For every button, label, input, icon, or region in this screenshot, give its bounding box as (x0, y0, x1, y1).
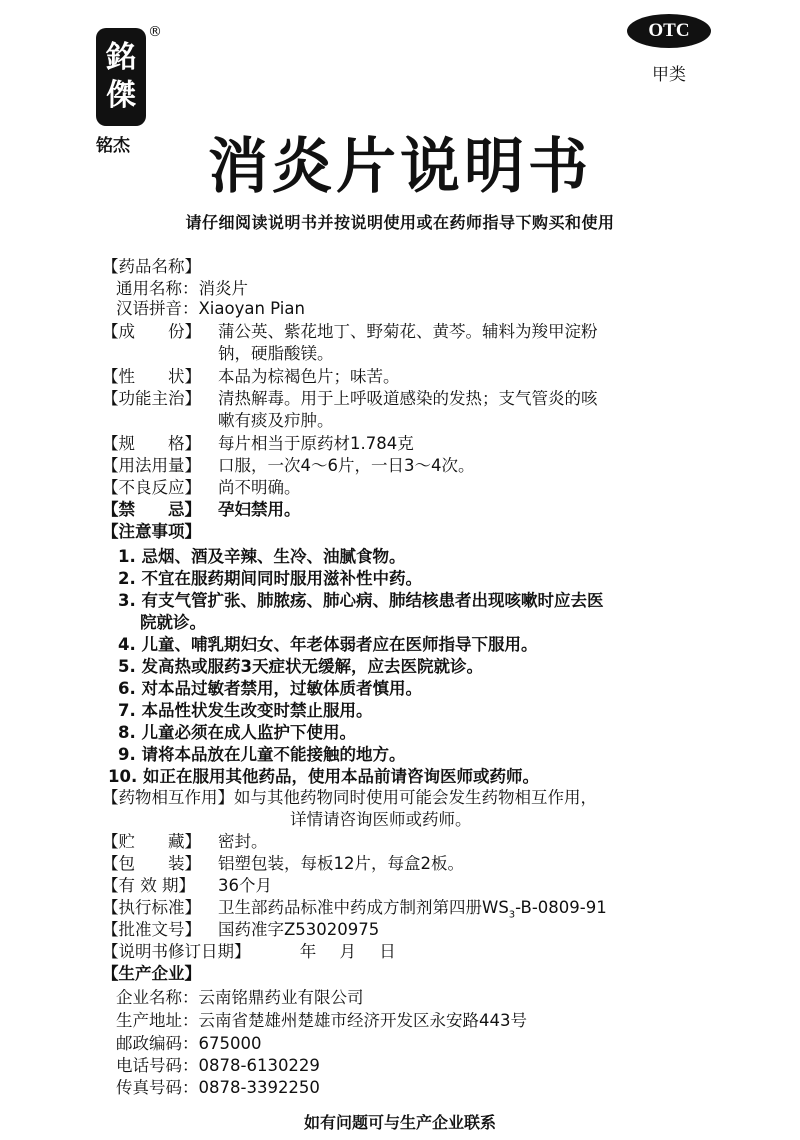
storage-label: 【贮 藏】 (102, 832, 201, 851)
package-row (102, 853, 464, 875)
precaution-item: 9. 请将本品放在儿童不能接触的地方。 (118, 745, 406, 764)
address-row (116, 1010, 527, 1032)
logo-glyph-top: 銘 (106, 40, 136, 75)
specification-label: 【规 格】 (102, 434, 201, 453)
precaution-item: 3. 有支气管扩张、肺脓疡、肺心病、肺结核患者出现咳嗽时应去医 (118, 591, 604, 610)
manufacturer-label: 【生产企业】 (102, 964, 201, 983)
ingredients-row (102, 321, 598, 343)
contraindications-row (102, 499, 301, 521)
ingredients-line2: 钠，硬脂酸镁。 (218, 344, 334, 363)
appearance-value: 本品为棕褐色片；味苦。 (218, 367, 400, 386)
standard-value-code: -B-0809-91 (515, 898, 607, 917)
fax-value: 0878-3392250 (198, 1078, 320, 1097)
company-label: 企业名称： (116, 988, 199, 1007)
indications-line2: 嗽有痰及疖肿。 (218, 411, 334, 430)
appearance-label: 【性 状】 (102, 367, 201, 386)
precautions-label: 【注意事项】 (102, 522, 201, 541)
postcode-value: 675000 (198, 1034, 262, 1053)
standard-value-sub: 3 (508, 909, 516, 921)
adverse-value: 尚不明确。 (218, 478, 301, 497)
precaution-item: 8. 儿童必须在成人监护下使用。 (118, 723, 356, 742)
revision-row (102, 941, 396, 963)
pinyin-label: 汉语拼音： (116, 299, 199, 318)
dosage-value: 口服，一次4～6片，一日3～4次。 (218, 456, 475, 475)
appearance-row (102, 366, 400, 388)
contraindications-label: 【禁 忌】 (102, 500, 201, 519)
package-label: 【包 装】 (102, 854, 201, 873)
validity-label: 【有 效 期】 (102, 876, 195, 895)
otc-category: 甲类 (652, 65, 686, 85)
fax-row (116, 1077, 320, 1099)
approval-row (102, 919, 379, 941)
adverse-row (102, 477, 301, 499)
company-value: 云南铭鼎药业有限公司 (198, 988, 364, 1007)
interactions-line1: 如与其他药物同时使用可能会发生药物相互作用， (234, 788, 597, 807)
footer-note: 如有问题可与生产企业联系 (303, 1113, 496, 1132)
common-name-value: 消炎片 (198, 279, 248, 298)
interactions-label: 【药物相互作用】 (102, 788, 234, 807)
package-value: 铝塑包装，每板12片，每盒2板。 (218, 854, 464, 873)
interactions-row (102, 787, 597, 809)
pinyin-value: Xiaoyan Pian (198, 299, 305, 318)
precaution-item: 2. 不宜在服药期间同时服用滋补性中药。 (118, 569, 422, 588)
address-value: 云南省楚雄州楚雄市经济开发区永安路443号 (198, 1011, 527, 1030)
storage-row (102, 831, 268, 853)
precaution-item: 6. 对本品过敏者禁用，过敏体质者慎用。 (118, 679, 422, 698)
precaution-item: 5. 发高热或服药3天症状无缓解，应去医院就诊。 (118, 657, 483, 676)
ingredients-line1: 蒲公英、紫花地丁、野菊花、黄芩。辅料为羧甲淀粉 (218, 322, 598, 341)
postcode-label: 邮政编码： (116, 1034, 199, 1053)
common-name-row (116, 278, 248, 300)
company-row (116, 987, 364, 1009)
pinyin-row (116, 298, 305, 320)
contraindications-value: 孕妇禁用。 (218, 500, 301, 519)
standard-value-main: 卫生部药品标准中药成方制剂第四册WS (218, 898, 509, 917)
drug-name-heading (102, 256, 201, 278)
manufacturer-heading (102, 963, 201, 985)
phone-value: 0878-6130229 (198, 1056, 320, 1075)
page-title: 消炎片说明书 (208, 132, 592, 202)
registered-mark: ® (148, 24, 162, 40)
page-subtitle: 请仔细阅读说明书并按说明使用或在药师指导下购买和使用 (185, 213, 615, 232)
precaution-item: 4. 儿童、哺乳期妇女、年老体弱者应在医师指导下服用。 (118, 635, 538, 654)
common-name-label: 通用名称： (116, 279, 199, 298)
storage-value: 密封。 (218, 832, 268, 851)
precaution-item-continued: 院就诊。 (140, 613, 206, 632)
revision-label: 【说明书修订日期】 (102, 942, 251, 961)
dosage-label: 【用法用量】 (102, 456, 201, 475)
address-label: 生产地址： (116, 1011, 199, 1030)
interactions-line2: 详情请咨询医师或药师。 (290, 810, 472, 829)
revision-month: 月 (339, 942, 356, 961)
brand-name: 铭杰 (96, 136, 130, 156)
precautions-heading (102, 521, 201, 543)
validity-value: 36个月 (218, 876, 272, 895)
indications-row (102, 388, 598, 410)
phone-label: 电话号码： (116, 1056, 199, 1075)
revision-year: 年 (299, 942, 317, 961)
approval-label: 【批准文号】 (102, 920, 201, 939)
standard-label: 【执行标准】 (102, 898, 201, 917)
logo-glyph-bottom: 傑 (106, 78, 136, 113)
indications-label: 【功能主治】 (102, 389, 201, 408)
ingredients-label: 【成 份】 (102, 322, 201, 341)
specification-value: 每片相当于原药材1.784克 (218, 434, 414, 453)
brand-logo (96, 28, 146, 126)
standard-value (218, 898, 607, 921)
postcode-row (116, 1033, 262, 1055)
fax-label: 传真号码： (116, 1078, 199, 1097)
adverse-label: 【不良反应】 (102, 478, 201, 497)
revision-day: 日 (379, 942, 396, 961)
approval-value: 国药准字Z53020975 (218, 920, 380, 939)
precaution-item: 7. 本品性状发生改变时禁止服用。 (118, 701, 373, 720)
precaution-item: 10. 如正在服用其他药品，使用本品前请咨询医师或药师。 (108, 767, 539, 786)
validity-row (102, 875, 272, 897)
specification-row (102, 433, 414, 455)
otc-badge: OTC (627, 14, 711, 48)
dosage-row (102, 455, 475, 477)
drug-name-label: 【药品名称】 (102, 257, 201, 276)
precaution-item: 1. 忌烟、酒及辛辣、生冷、油腻食物。 (118, 547, 406, 566)
phone-row (116, 1055, 320, 1077)
indications-line1: 清热解毒。用于上呼吸道感染的发热；支气管炎的咳 (218, 389, 598, 408)
